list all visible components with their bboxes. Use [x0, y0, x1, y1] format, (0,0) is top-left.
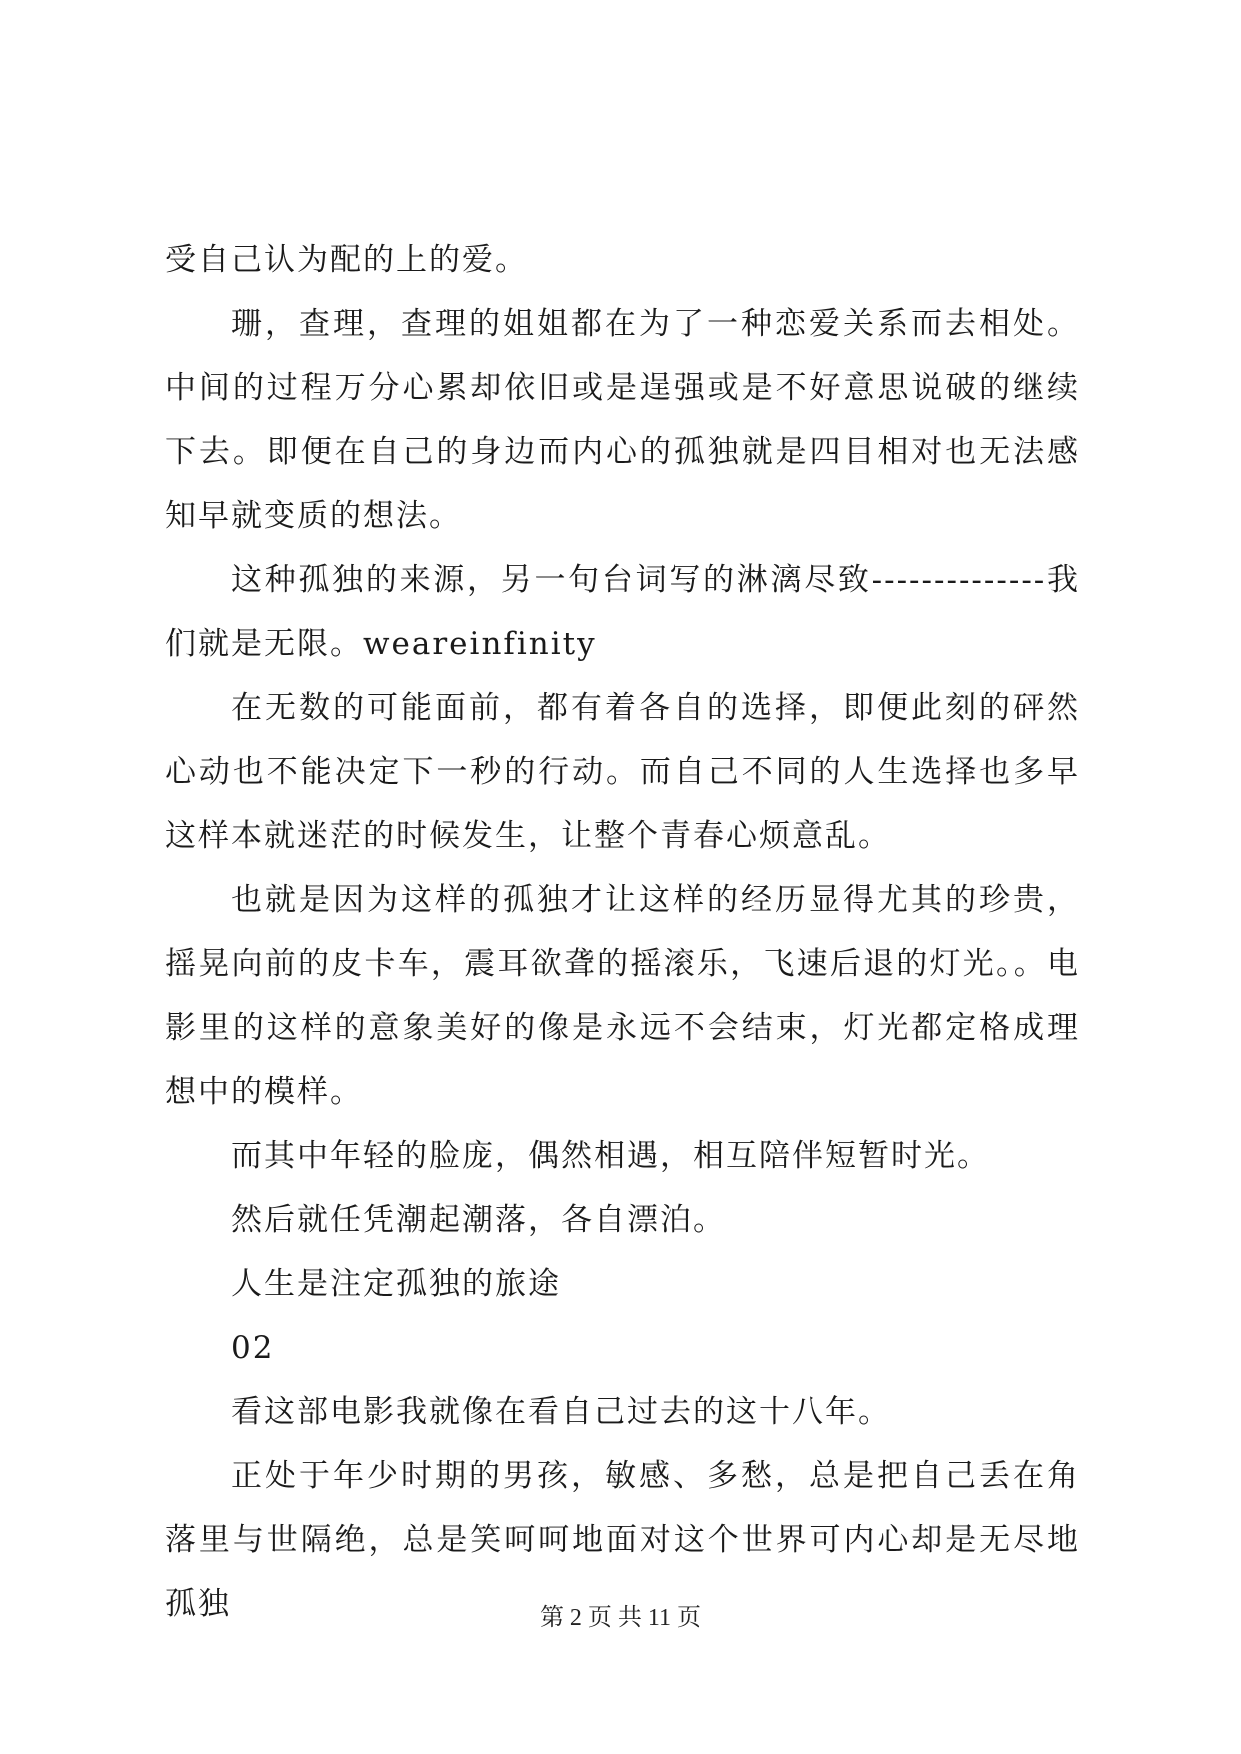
paragraph: 人生是注定孤独的旅途	[231, 1266, 561, 1302]
section-number: 02	[231, 1330, 275, 1366]
paragraph: 而其中年轻的脸庞，偶然相遇，相互陪伴短暂时光。	[231, 1138, 990, 1174]
paragraph: 看这部电影我就像在看自己过去的这十八年。	[231, 1394, 891, 1430]
paragraph: 受自己认为配的上的爱。	[165, 242, 528, 278]
page-footer	[0, 1603, 1241, 1633]
page-number-label: 第 2 页 共 11 页	[539, 1605, 702, 1631]
document-body	[165, 228, 1080, 1636]
paragraph: 也就是因为这样的孤独才让这样的经历显得尤其的珍贵，摇晃向前的皮卡车，震耳欲聋的摇滚乐，飞速后退的灯光。。电影里的这样的意象美好的像是永远不会结束，灯光都定格成理想中的模样。	[165, 882, 1080, 1110]
paragraph: 在无数的可能面前，都有着各自的选择，即便此刻的砰然心动也不能决定下一秒的行动。而自己不同的人生选择也多早这样本就迷茫的时候发生，让整个青春心烦意乱。	[165, 690, 1080, 854]
paragraph: 正处于年少时期的男孩，敏感、多愁，总是把自己丢在角落里与世隔绝，总是笑呵呵地面对这个世界可内心却是无尽地孤独	[165, 1458, 1080, 1622]
paragraph: 这种孤独的来源，另一句台词写的淋漓尽致--------------我们就是无限。weareinfinity	[165, 562, 1080, 662]
paragraph: 然后就任凭潮起潮落，各自漂泊。	[231, 1202, 726, 1238]
paragraph: 珊，查理，查理的姐姐都在为了一种恋爱关系而去相处。中间的过程万分心累却依旧或是逞强或是不好意思说破的继续下去。即便在自己的身边而内心的孤独就是四目相对也无法感知早就变质的想法。	[165, 306, 1080, 534]
